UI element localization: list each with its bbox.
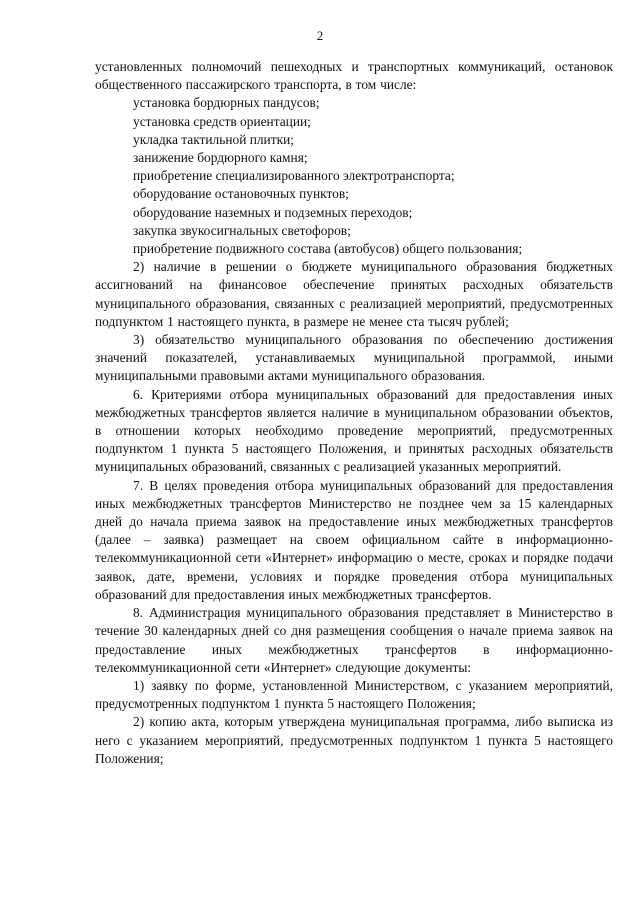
list-item: оборудование остановочных пунктов; bbox=[133, 186, 349, 202]
paragraph-clause-8: 8. Администрация муниципального образования представляет в Министерство в течение 30 календарных дней со дня размещения сообщения о начале приема заявок на предоставление иных межбюджетных трансфертов в информационно-телекоммуникационной сети «Интернет» следующие документы: bbox=[95, 605, 613, 675]
page-number: 2 bbox=[316, 28, 324, 43]
paragraph-subitem-3: 3) обязательство муниципального образования по обеспечению достижения значений показателей, устанавливаемых муниципальной программой, иными муниципальными правовыми актами муниципального образования. bbox=[95, 332, 613, 384]
paragraph-clause-6: 6. Критериями отбора муниципальных образований для предоставления иных межбюджетных трансфертов является наличие в муниципальном образовании объектов, в отношении которых необходимо проведение мероприятий, предусмотренных подпунктом 1 пункта 5 настоящего Положения, и принятых расходных обязательств муниципальных образований, связанных с реализацией указанных мероприятий. bbox=[95, 386, 613, 475]
paragraph-continuation: установленных полномочий пешеходных и транспортных коммуникаций, остановок общественного пассажирского транспорта, в том числе: bbox=[95, 59, 613, 93]
list-item: оборудование наземных и подземных переходов; bbox=[133, 204, 413, 220]
document-body bbox=[95, 58, 613, 768]
paragraph-document-1: 1) заявку по форме, установленной Министерством, с указанием мероприятий, предусмотренных подпунктом 1 пункта 5 настоящего Положения; bbox=[95, 677, 613, 712]
paragraph-subitem-2: 2) наличие в решении о бюджете муниципального образования бюджетных ассигнований на финансовое обеспечение принятых расходных обязательств муниципального образования, связанных с реализацией мероприятий, предусмотренных подпунктом 1 настоящего пункта, в размере не менее ста тысяч рублей; bbox=[95, 259, 613, 329]
list-item: приобретение специализированного электротранспорта; bbox=[133, 168, 455, 184]
list-item: закупка звукосигнальных светофоров; bbox=[133, 222, 351, 238]
paragraph-document-2: 2) копию акта, которым утверждена муниципальная программа, либо выписка из него с указанием мероприятий, предусмотренных подпунктом 1 пункта 5 настоящего Положения; bbox=[95, 714, 613, 766]
list-item: установка средств ориентации; bbox=[133, 113, 311, 129]
paragraph-clause-7: 7. В целях проведения отбора муниципальных образований для предоставления иных межбюджетных трансфертов Министерство не позднее чем за 15 календарных дней до начала приема заявок на предоставление иных межбюджетных трансфертов (далее – заявка) размещает на своем официальном сайте в информационно-телекоммуникационной сети «Интернет» информацию о месте, сроках и порядке подачи заявок, дате, времени, условиях и порядке проведения отбора муниципальных образований для предоставления иных межбюджетных трансфертов. bbox=[95, 477, 613, 602]
list-item: установка бордюрных пандусов; bbox=[133, 95, 320, 111]
list-item: приобретение подвижного состава (автобусов) общего пользования; bbox=[133, 241, 523, 257]
list-item: укладка тактильной плитки; bbox=[133, 131, 294, 147]
list-item: занижение бордюрного камня; bbox=[133, 150, 308, 166]
